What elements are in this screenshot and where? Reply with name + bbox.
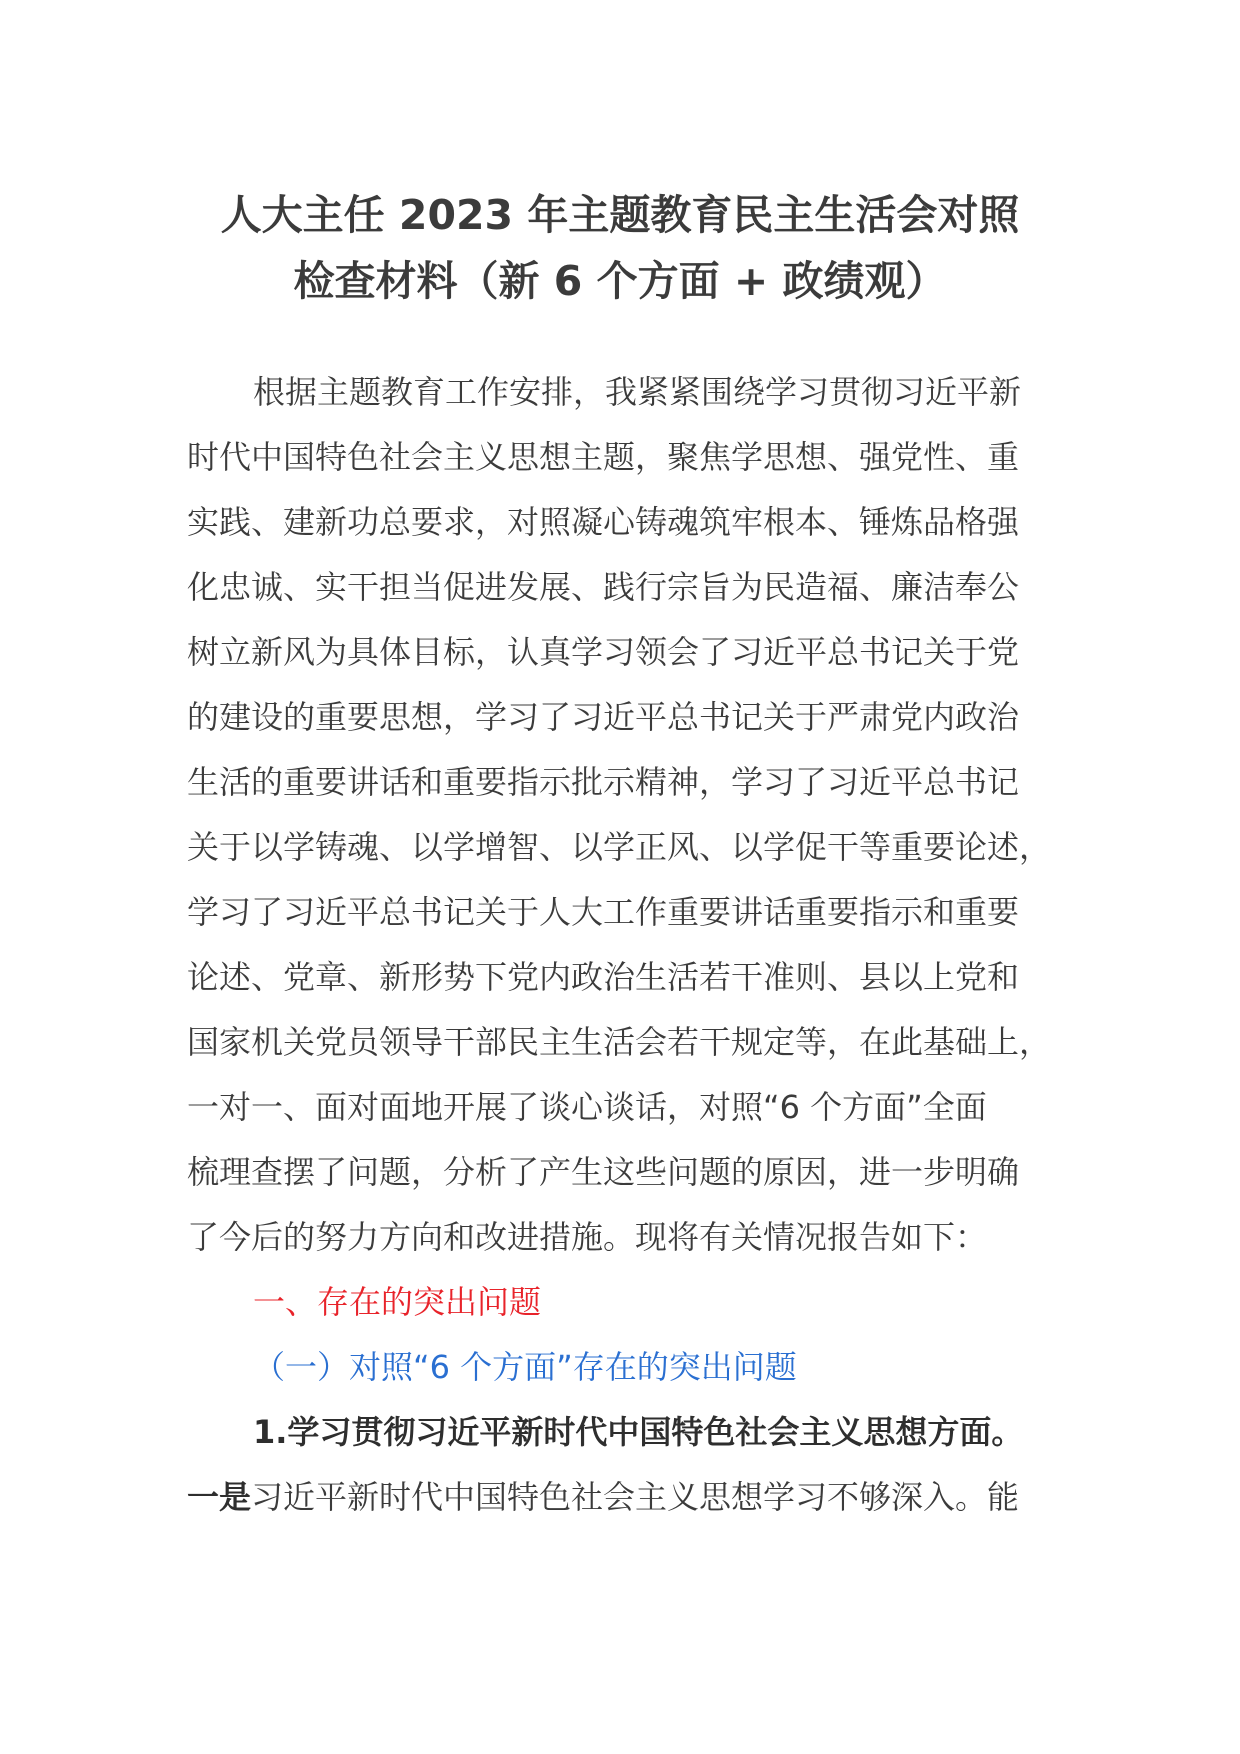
point-text: 习近平新时代中国特色社会主义思想学习不够深入。能 — [251, 1478, 1020, 1516]
intro-line: 实践、建新功总要求，对照凝心铸魂筑牢根本、锤炼品格强 — [187, 503, 1020, 541]
intro-line: 树立新风为具体目标，认真学习领会了习近平总书记关于党 — [187, 633, 1020, 671]
document-title — [150, 182, 1090, 314]
section-heading-1: 一、存在的突出问题 — [253, 1283, 542, 1321]
intro-line: 关于以学铸魂、以学增智、以学正风、以学促干等重要论述， — [187, 828, 1052, 866]
intro-line: 一对一、面对面地开展了谈心谈话，对照“6 个方面”全面 — [187, 1088, 987, 1126]
intro-line: 生活的重要讲话和重要指示批示精神，学习了习近平总书记 — [187, 763, 1020, 801]
intro-line: 化忠诚、实干担当促进发展、践行宗旨为民造福、廉洁奉公 — [187, 568, 1020, 606]
section-heading-2: （一）对照“6 个方面”存在的突出问题 — [253, 1348, 797, 1386]
title-line-1: 人大主任 2023 年主题教育民主生活会对照 — [220, 191, 1020, 239]
intro-line: 了今后的努力方向和改进措施。现将有关情况报告如下： — [187, 1218, 988, 1256]
document-body — [187, 360, 1057, 1530]
intro-line: 国家机关党员领导干部民主生活会若干规定等，在此基础上， — [187, 1023, 1052, 1061]
intro-line: 根据主题教育工作安排，我紧紧围绕学习贯彻习近平新 — [253, 373, 1022, 411]
title-line-2: 检查材料（新 6 个方面 + 政绩观） — [293, 257, 947, 305]
point-lead: 一是 — [187, 1478, 252, 1516]
intro-line: 的建设的重要思想，学习了习近平总书记关于严肃党内政治 — [187, 698, 1020, 736]
section-heading-3: 1.学习贯彻习近平新时代中国特色社会主义思想方面。 — [253, 1413, 1024, 1451]
intro-line: 学习了习近平总书记关于人大工作重要讲话重要指示和重要 — [187, 893, 1020, 931]
intro-line: 时代中国特色社会主义思想主题，聚焦学思想、强党性、重 — [187, 438, 1020, 476]
intro-line: 梳理查摆了问题，分析了产生这些问题的原因，进一步明确 — [187, 1153, 1020, 1191]
intro-line: 论述、党章、新形势下党内政治生活若干准则、县以上党和 — [187, 958, 1020, 996]
paragraph-line — [187, 1465, 1057, 1530]
